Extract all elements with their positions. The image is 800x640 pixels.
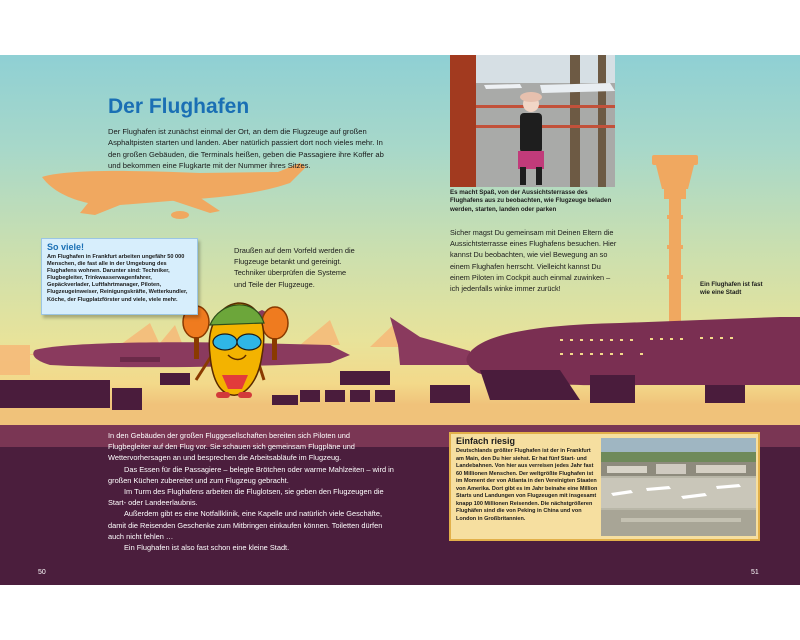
page-title: Der Flughafen [108,95,250,118]
book-spread [0,55,800,585]
paragraph: In den Gebäuden der großen Fluggesellschaften bereiten sich Piloten und Flugbegleiter auf den Flug vor. Sie schauen sich gemeinsam Flugpläne und Wettervorhersagen an und besprechen die Arbeitsabläufe im Flugzeug. [108,431,355,463]
fact-box-heading: Einfach riesig [456,436,516,446]
apron-paragraph: Draußen auf dem Vorfeld werden die Flugzeuge betankt und gereinigt. Techniker überprüfen die Systeme und Teile der Flugzeuge. [234,246,355,289]
info-box-body: Am Flughafen in Frankfurt arbeiten ungefähr 50 000 Menschen, die fast alle in der Umgebung des Flughafens wohnen. Darunter sind: Techniker, Flugbegleiter, Trinkwasserwagenfahrer, Gepäckverlader, Luftfahrtmanager, Piloten, Flugzeugeinweiser, Reinigungskräfte, Wetterkundler, Köche, der Flugplatzförster und viele, viele mehr. [47,254,188,303]
paragraph: Das Essen für die Passagiere – belegte Brötchen oder warme Mahlzeiten – wird in großen Küchen zubereitet und zum Flugzeug gebracht. [108,464,394,485]
aerial-airport-photo [601,438,756,536]
paragraph: Außerdem gibt es eine Notfallklinik, eine Kapelle und natürlich viele Geschäfte, damit die Reisenden Geschenke zum Mitbringen einkaufen können. Toiletten dürfen auch nicht fehlen … [108,509,383,541]
paragraph: Ein Flughafen ist also fast schon eine kleine Stadt. [124,543,290,553]
info-box-so-viele [41,238,198,315]
page-number-right: 51 [751,569,759,576]
fact-box-einfach-riesig [449,432,760,541]
terrace-paragraph: Sicher magst Du gemeinsam mit Deinen Eltern die Aussichtsterrasse eines Flughafens besuchen. Hier kannst Du beobachten, wie viel Bewegung an so einem Flughafen herrscht. Vielleicht kannst Du einem Piloten im Cockpit auch einmal zuwinken – ich jedenfalls winke immer zurück! [450,228,617,294]
ground-vehicles [0,370,745,410]
page-number-left: 50 [38,569,46,576]
city-caption: Ein Flughafen ist fast wie eine Stadt [700,281,763,297]
info-box-heading: So viele! [47,242,85,252]
parked-plane-middle [390,317,470,365]
mascot-character [183,303,288,398]
fact-box-body: Deutschlands größter Flughafen ist der in Frankfurt am Main, den Du hier siehst. Er hat fünf Start- und Landebahnen. Von hier aus verreisen jedes Jahr fast 60 Millionen Menschen. Der weltgrößte Flughafen ist im Moment der von Atlanta in den Vereinigten Staaten von Amerika. Dort gibt es im Jahr beinahe eine Million Starts und Landungen von Flugzeugen mit insgesamt knapp 100 Millionen Reisenden. Die nächstgrößeren Flughäfen sind die von Peking in China und von London in Großbritannien. [456,448,598,522]
photo-caption: Es macht Spaß, von der Aussichtsterrasse des Flughafens aus zu beobachten, wie Flugzeuge beladen werden, starten, landen oder parken [450,189,612,213]
main-text-block [108,430,394,553]
intro-paragraph: Der Flughafen ist zunächst einmal der Ort, an dem die Flugzeuge auf großen Asphaltpisten starten und landen. Aber natürlich passiert dort noch vieles mehr. In den großen Gebäuden, die Terminals heißen, geben die Passagiere ihre Koffer ab und bekommen eine Flugkarte mit der Nummer ihres Sitzes. [108,127,384,171]
terrace-photo [450,55,615,187]
paragraph: Im Turm des Flughafens arbeiten die Fluglotsen, sie geben den Flugzeugen die Start- oder Landeerlaubnis. [108,487,384,508]
